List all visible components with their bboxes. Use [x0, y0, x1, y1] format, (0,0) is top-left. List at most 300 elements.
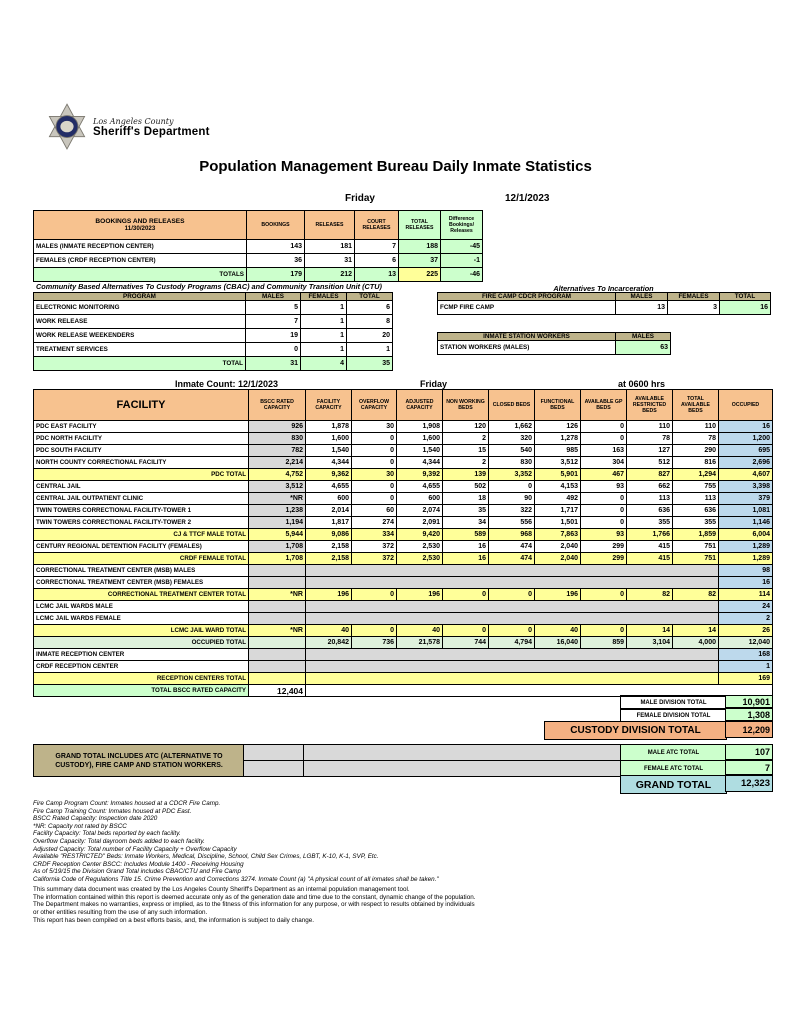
facility-label: NORTH COUNTY CORRECTIONAL FACILITY — [34, 457, 249, 469]
disclaimer-line: The information contained within this report is deemed accurate only as of the generation date and time due to the constant, dynamic change of the population. — [33, 893, 476, 901]
table-row — [34, 481, 773, 493]
table-cell: 695 — [719, 445, 773, 457]
table-cell: 1,278 — [535, 433, 581, 445]
table-cell: 1,289 — [719, 541, 773, 553]
station-workers-table — [437, 332, 671, 355]
table-cell: 1 — [301, 301, 347, 315]
inmate-count-day: Friday — [420, 379, 448, 389]
empty-cell — [249, 577, 306, 589]
facility-label: CENTRAL JAIL — [34, 481, 249, 493]
report-day: Friday — [344, 193, 375, 204]
bookings-title: BOOKINGS AND RELEASES — [95, 218, 185, 225]
table-cell: 0 — [443, 589, 489, 601]
occupied-cell: 98 — [719, 565, 773, 577]
table-cell: 110 — [673, 421, 719, 433]
total-label: PDC TOTAL — [34, 469, 249, 481]
table-cell: 110 — [627, 421, 673, 433]
table-cell: 40 — [306, 625, 352, 637]
table-cell: 40 — [397, 625, 443, 637]
total-label: LCMC JAIL WARD TOTAL — [34, 625, 249, 637]
table-row — [34, 457, 773, 469]
table-cell: 4,752 — [249, 469, 306, 481]
table-cell: 4 — [301, 357, 347, 371]
column-header: MALES — [616, 293, 668, 301]
table-cell: 20 — [347, 329, 393, 343]
table-cell: 830 — [489, 457, 535, 469]
footnote-line: BSCC Rated Capacity: Inspection date 2020 — [33, 815, 158, 823]
table-cell: 379 — [719, 493, 773, 505]
table-cell: 4,153 — [535, 481, 581, 493]
table-cell: 0 — [581, 493, 627, 505]
table-cell: 1,600 — [397, 433, 443, 445]
table-cell: 1,238 — [249, 505, 306, 517]
fire-camp-table — [437, 292, 771, 315]
table-cell: 143 — [247, 240, 305, 254]
table-cell: 16 — [443, 541, 489, 553]
column-header: RELEASES — [305, 211, 355, 240]
table-row — [34, 357, 393, 371]
table-cell: 5,944 — [249, 529, 306, 541]
cell-males: 13 — [616, 301, 668, 315]
table-cell: 1,766 — [627, 529, 673, 541]
agency-name-department: Sheriff's Department — [93, 125, 210, 138]
column-header: ADJUSTED CAPACITY — [397, 390, 443, 421]
bscc-total-value: 12,404 — [249, 685, 306, 697]
table-cell: 859 — [581, 637, 627, 649]
table-cell: 26 — [719, 625, 773, 637]
table-cell: 114 — [719, 589, 773, 601]
table-cell: 8 — [347, 315, 393, 329]
table-cell: 30 — [352, 469, 397, 481]
table-cell: 7,863 — [535, 529, 581, 541]
table-cell: 1,878 — [306, 421, 352, 433]
table-cell: 415 — [627, 553, 673, 565]
disclaimer — [33, 886, 753, 925]
table-cell: 1,501 — [535, 517, 581, 529]
table-cell: 5 — [246, 301, 301, 315]
table-cell: 2,214 — [249, 457, 306, 469]
column-header: TOTAL — [720, 293, 771, 301]
table-cell: 636 — [673, 505, 719, 517]
table-cell: 0 — [581, 517, 627, 529]
table-cell: 556 — [489, 517, 535, 529]
fire-camp-header: FIRE CAMP CDCR PROGRAM — [438, 293, 616, 301]
table-cell: 636 — [627, 505, 673, 517]
facility-label: CRDF RECEPTION CENTER — [34, 661, 249, 673]
table-cell: 985 — [535, 445, 581, 457]
table-cell: 13 — [355, 268, 399, 282]
table-cell: 1,200 — [719, 433, 773, 445]
table-cell: 1 — [301, 315, 347, 329]
footnote-line: *NR: Capacity not rated by BSCC — [33, 822, 127, 830]
column-header: FACILITY CAPACITY — [306, 390, 352, 421]
table-cell: 2,091 — [397, 517, 443, 529]
table-row — [34, 343, 393, 357]
table-cell: 4,794 — [489, 637, 535, 649]
grand-total-note — [33, 744, 245, 777]
table-cell: 1,081 — [719, 505, 773, 517]
table-cell: 600 — [306, 493, 352, 505]
footnote-line: Facility Capacity: Total beds reported by each facility. — [33, 830, 181, 838]
table-cell: 512 — [627, 457, 673, 469]
table-cell: 9,392 — [397, 469, 443, 481]
table-cell: 830 — [249, 433, 306, 445]
table-cell: 31 — [305, 254, 355, 268]
footnote-line: CRDF Reception Center BSCC: Includes Module 1400 - Receiving Housing — [33, 860, 244, 868]
table-cell: 304 — [581, 457, 627, 469]
table-cell: 196 — [397, 589, 443, 601]
table-cell: 127 — [627, 445, 673, 457]
facility-label: CORRECTIONAL TREATMENT CENTER (MSB) MALES — [34, 565, 249, 577]
agency-logo — [45, 103, 210, 151]
table-cell: 0 — [443, 625, 489, 637]
bookings-title-cell — [34, 211, 247, 240]
column-header: TOTAL — [347, 293, 393, 301]
table-row — [34, 301, 393, 315]
footnote-line: As of 5/19/15 the Division Grand Total includes CBAC/CTU and Fire Camp — [33, 868, 242, 876]
table-row — [34, 661, 773, 673]
row-label: TREATMENT SERVICES — [34, 343, 246, 357]
column-header: OVERFLOW CAPACITY — [352, 390, 397, 421]
grand-total-value: 12,323 — [725, 775, 773, 792]
table-row — [34, 517, 773, 529]
table-row — [34, 240, 483, 254]
cbac-title: Community Based Alternatives To Custody Programs (CBAC) and Community Transition Unit (CTU) — [36, 282, 382, 291]
facility-label: PDC EAST FACILITY — [34, 421, 249, 433]
inmate-count-label: Inmate Count: 12/1/2023 — [175, 379, 279, 389]
custody-division-total-label: CUSTODY DIVISION TOTAL — [544, 721, 727, 740]
occupied-cell: 16 — [719, 577, 773, 589]
totals-label: TOTAL — [34, 357, 246, 371]
table-row — [34, 589, 773, 601]
table-cell: 3,512 — [535, 457, 581, 469]
table-cell: 0 — [352, 457, 397, 469]
table-cell: 320 — [489, 433, 535, 445]
table-cell: 14 — [627, 625, 673, 637]
table-cell: 0 — [352, 481, 397, 493]
table-row — [34, 268, 483, 282]
table-cell: 30 — [352, 421, 397, 433]
cell-males: 63 — [616, 341, 671, 355]
table-cell: 4,344 — [306, 457, 352, 469]
column-header: FEMALES — [668, 293, 720, 301]
cell-females: 3 — [668, 301, 720, 315]
bookings-releases-table — [33, 210, 483, 282]
column-header: FUNCTIONAL BEDS — [535, 390, 581, 421]
bookings-date: 11/30/2023 — [124, 225, 156, 232]
merged-grey-cell — [306, 577, 719, 589]
footnote-line: Available "RESTRICTED" Beds: Inmate Workers, Medical, Discipline, School, Child Sex Crimes, LGBT, K-10, K-1, SVP, Etc. — [33, 853, 379, 861]
table-row — [34, 433, 773, 445]
total-label: RECEPTION CENTERS TOTAL — [34, 673, 249, 685]
disclaimer-line: The Department makes no warranties, express or implied, as to the fitness of this information for any purpose, or with respect to results obtained by individuals — [33, 901, 475, 909]
table-cell: 21,578 — [397, 637, 443, 649]
table-cell: 0 — [581, 505, 627, 517]
merged-grey-cell — [306, 649, 719, 661]
table-cell: 0 — [489, 481, 535, 493]
table-cell: 3,352 — [489, 469, 535, 481]
table-cell: 1 — [347, 343, 393, 357]
table-cell: 751 — [673, 541, 719, 553]
table-cell: 0 — [489, 625, 535, 637]
table-cell: 1 — [301, 343, 347, 357]
table-cell: 31 — [246, 357, 301, 371]
grand-total-note-line2: CUSTODY), FIRE CAMP AND STATION WORKERS. — [55, 761, 223, 769]
table-row — [34, 329, 393, 343]
table-cell: 926 — [249, 421, 306, 433]
table-cell: *NR — [249, 493, 306, 505]
table-cell: 0 — [352, 589, 397, 601]
table-cell: 755 — [673, 481, 719, 493]
table-row — [34, 529, 773, 541]
table-cell: 181 — [305, 240, 355, 254]
facility-label: CENTURY REGIONAL DETENTION FACILITY (FEMALES) — [34, 541, 249, 553]
table-row — [34, 493, 773, 505]
grand-total-note-line1: GRAND TOTAL INCLUDES ATC (ALTERNATIVE TO — [55, 752, 223, 760]
occupied-cell: 168 — [719, 649, 773, 661]
table-cell: 540 — [489, 445, 535, 457]
male-division-total-label: MALE DIVISION TOTAL — [620, 695, 727, 710]
table-cell: 196 — [306, 589, 352, 601]
column-header: NON WORKING BEDS — [443, 390, 489, 421]
facility-label: INMATE RECEPTION CENTER — [34, 649, 249, 661]
station-workers-header: INMATE STATION WORKERS — [438, 333, 616, 341]
table-cell: 0 — [352, 433, 397, 445]
row-label: WORK RELEASE WEEKENDERS — [34, 329, 246, 343]
table-cell: 1,817 — [306, 517, 352, 529]
table-cell: 4,000 — [673, 637, 719, 649]
table-cell: 0 — [246, 343, 301, 357]
table-header-row — [438, 333, 671, 341]
table-cell: 82 — [673, 589, 719, 601]
empty-cell — [249, 565, 306, 577]
table-cell: 6 — [347, 301, 393, 315]
table-row — [34, 637, 773, 649]
table-cell: 1,908 — [397, 421, 443, 433]
table-cell: 2,158 — [306, 553, 352, 565]
table-cell: 968 — [489, 529, 535, 541]
empty-cell — [249, 601, 306, 613]
custody-division-total-value: 12,209 — [725, 721, 773, 738]
table-cell: 2,040 — [535, 541, 581, 553]
table-cell: 16 — [719, 421, 773, 433]
facility-label: LCMC JAIL WARDS FEMALE — [34, 613, 249, 625]
grand-grey-cell — [243, 760, 305, 777]
total-label: TOTAL BSCC RATED CAPACITY — [34, 685, 249, 697]
column-header: FEMALES — [301, 293, 347, 301]
table-cell: 299 — [581, 553, 627, 565]
disclaimer-line: This summary data document was created by the Los Angeles County Sheriff's Department as an internal population management tool. — [33, 886, 410, 893]
row-label: WORK RELEASE — [34, 315, 246, 329]
table-cell: 7 — [355, 240, 399, 254]
table-header-row — [34, 211, 483, 240]
table-cell: 1,662 — [489, 421, 535, 433]
footnotes — [33, 800, 733, 884]
table-row — [34, 649, 773, 661]
table-cell: 1,708 — [249, 541, 306, 553]
facility-label: TWIN TOWERS CORRECTIONAL FACILITY-TOWER 1 — [34, 505, 249, 517]
merged-yellow-cell — [306, 673, 719, 685]
facility-label: LCMC JAIL WARDS MALE — [34, 601, 249, 613]
table-cell: 35 — [443, 505, 489, 517]
facility-label: PDC SOUTH FACILITY — [34, 445, 249, 457]
total-label: CORRECTIONAL TREATMENT CENTER TOTAL — [34, 589, 249, 601]
table-cell: 1,708 — [249, 553, 306, 565]
table-cell: 196 — [535, 589, 581, 601]
table-cell: 290 — [673, 445, 719, 457]
table-cell: 60 — [352, 505, 397, 517]
table-cell: 372 — [352, 553, 397, 565]
report-date: 12/1/2023 — [505, 193, 550, 204]
table-row — [34, 553, 773, 565]
table-cell: 20,842 — [306, 637, 352, 649]
table-cell: 3,398 — [719, 481, 773, 493]
table-cell: 1 — [301, 329, 347, 343]
table-cell: 40 — [535, 625, 581, 637]
footnote-line: Adjusted Capacity: Total number of Facility Capacity + Overflow Capacity — [33, 845, 237, 853]
table-header-row — [34, 390, 773, 421]
page-title: Population Management Bureau Daily Inmate Statistics — [199, 158, 592, 175]
table-row — [34, 565, 773, 577]
table-cell: 12,040 — [719, 637, 773, 649]
column-header: TOTAL AVAILABLE BEDS — [673, 390, 719, 421]
table-cell: 36 — [247, 254, 305, 268]
table-cell: 82 — [627, 589, 673, 601]
table-cell: 0 — [352, 493, 397, 505]
column-header: MALES — [616, 333, 671, 341]
table-cell: 474 — [489, 553, 535, 565]
column-header: Difference Bookings/ Releases — [441, 211, 483, 240]
column-header: BSCC RATED CAPACITY — [249, 390, 306, 421]
facility-table — [33, 389, 773, 697]
merged-grey-cell — [306, 601, 719, 613]
column-header: AVAILABLE GP BEDS — [581, 390, 627, 421]
table-cell: 502 — [443, 481, 489, 493]
male-atc-total-value: 107 — [725, 744, 773, 760]
table-cell: 3,512 — [249, 481, 306, 493]
table-cell: 6 — [355, 254, 399, 268]
table-cell: 2 — [443, 457, 489, 469]
column-header: TOTAL RELEASES — [399, 211, 441, 240]
row-label: MALES (INMATE RECEPTION CENTER) — [34, 240, 247, 254]
table-cell: 816 — [673, 457, 719, 469]
merged-grey-cell — [306, 613, 719, 625]
table-row — [34, 315, 393, 329]
empty-cell — [249, 661, 306, 673]
table-cell: 1,540 — [306, 445, 352, 457]
table-cell: 2,158 — [306, 541, 352, 553]
table-row — [34, 445, 773, 457]
table-cell: 0 — [352, 445, 397, 457]
table-cell: 126 — [535, 421, 581, 433]
empty-cell — [249, 673, 306, 685]
table-header-row — [438, 293, 771, 301]
table-cell: 139 — [443, 469, 489, 481]
table-cell: 827 — [627, 469, 673, 481]
table-cell: 18 — [443, 493, 489, 505]
total-label: OCCUPIED TOTAL — [34, 637, 249, 649]
facility-label: CENTRAL JAIL OUTPATIENT CLINIC — [34, 493, 249, 505]
table-cell: 2 — [443, 433, 489, 445]
table-cell: 4,655 — [306, 481, 352, 493]
female-atc-total-value: 7 — [725, 760, 773, 775]
table-cell: 6,004 — [719, 529, 773, 541]
table-cell: 78 — [673, 433, 719, 445]
table-cell: 467 — [581, 469, 627, 481]
row-label: STATION WORKERS (MALES) — [438, 341, 616, 355]
table-cell: 2,040 — [535, 553, 581, 565]
table-cell: 2,014 — [306, 505, 352, 517]
table-cell: 212 — [305, 268, 355, 282]
table-cell: 163 — [581, 445, 627, 457]
table-cell: 1,294 — [673, 469, 719, 481]
table-cell: 34 — [443, 517, 489, 529]
table-cell: 5,901 — [535, 469, 581, 481]
female-atc-total-label: FEMALE ATC TOTAL — [620, 760, 727, 777]
merged-grey-cell — [306, 661, 719, 673]
footnote-line: California Code of Regulations Title 15. Crime Prevention and Corrections 3274. Inmate Count (a) "A physical count of all inmates shall be taken." — [33, 875, 439, 883]
table-row — [34, 577, 773, 589]
occupied-cell: 169 — [719, 673, 773, 685]
facility-label: PDC NORTH FACILITY — [34, 433, 249, 445]
table-cell: 492 — [535, 493, 581, 505]
column-header: CLOSED BEDS — [489, 390, 535, 421]
row-label: FEMALES (CRDF RECEPTION CENTER) — [34, 254, 247, 268]
table-cell: 16,040 — [535, 637, 581, 649]
table-cell: 0 — [581, 433, 627, 445]
table-cell: 188 — [399, 240, 441, 254]
table-cell: 4,655 — [397, 481, 443, 493]
table-row — [34, 421, 773, 433]
table-cell: 744 — [443, 637, 489, 649]
facility-label: CORRECTIONAL TREATMENT CENTER (MSB) FEMALES — [34, 577, 249, 589]
occupied-cell: 24 — [719, 601, 773, 613]
total-label: CJ & TTCF MALE TOTAL — [34, 529, 249, 541]
footnote-line: Fire Camp Training Count: Inmates housed at PDC East. — [33, 807, 192, 815]
table-cell: 1,600 — [306, 433, 352, 445]
table-cell: -46 — [441, 268, 483, 282]
column-header: BOOKINGS — [247, 211, 305, 240]
table-row — [34, 541, 773, 553]
table-row — [34, 601, 773, 613]
table-cell: 2,696 — [719, 457, 773, 469]
table-cell: 322 — [489, 505, 535, 517]
table-row — [34, 613, 773, 625]
row-label: ELECTRONIC MONITORING — [34, 301, 246, 315]
table-cell: 2,530 — [397, 541, 443, 553]
inmate-count-time: at 0600 hrs — [618, 379, 666, 389]
table-cell: 589 — [443, 529, 489, 541]
footnote-line: Fire Camp Program Count: Inmates housed at a CDCR Fire Camp. — [33, 800, 221, 807]
totals-label: TOTALS — [34, 268, 247, 282]
table-cell: 120 — [443, 421, 489, 433]
table-cell: 0 — [581, 625, 627, 637]
table-cell: 299 — [581, 541, 627, 553]
table-row — [34, 673, 773, 685]
table-cell: 1,289 — [719, 553, 773, 565]
female-division-total-label: FEMALE DIVISION TOTAL — [620, 708, 727, 723]
empty-cell — [249, 649, 306, 661]
table-row — [438, 301, 771, 315]
table-cell: 9,362 — [306, 469, 352, 481]
table-cell: 7 — [246, 315, 301, 329]
table-row — [34, 505, 773, 517]
table-cell: 14 — [673, 625, 719, 637]
table-cell: -1 — [441, 254, 483, 268]
table-cell: *NR — [249, 625, 306, 637]
female-division-total-value: 1,308 — [725, 708, 773, 721]
table-cell: 15 — [443, 445, 489, 457]
